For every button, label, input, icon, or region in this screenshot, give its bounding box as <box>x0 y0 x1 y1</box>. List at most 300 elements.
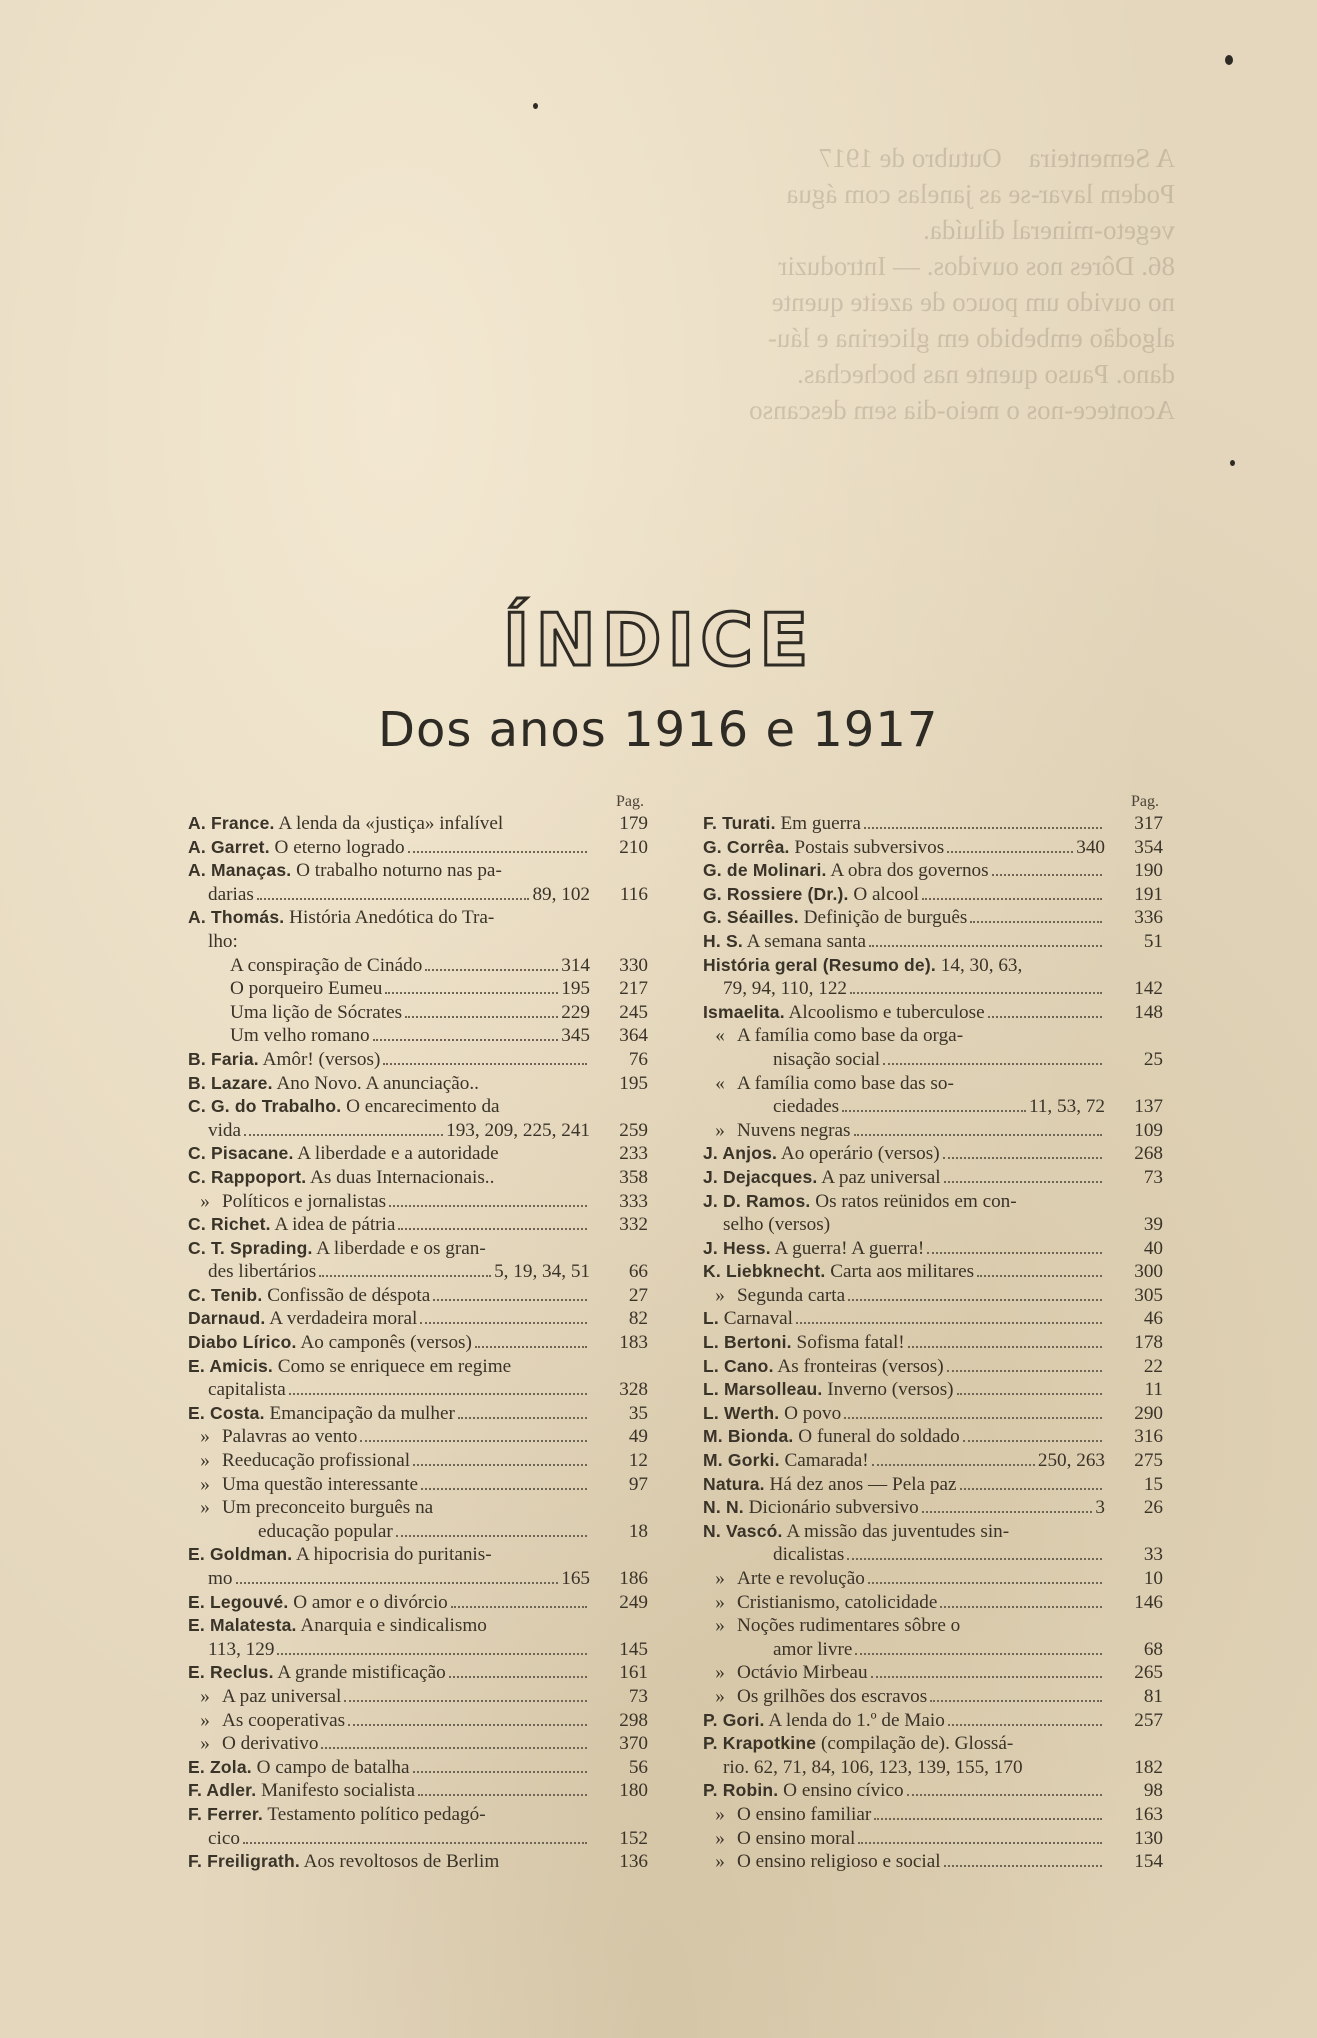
dot-leader <box>413 1464 587 1466</box>
entry-text <box>703 1473 957 1497</box>
entry-title: Anarquia e sindicalismo <box>300 1615 487 1637</box>
entry-page-number: 300 <box>1134 1261 1163 1283</box>
index-entry <box>703 954 1163 978</box>
index-entry <box>703 1473 1163 1497</box>
entry-title: A paz universal <box>222 1685 342 1707</box>
entry-page-number: 290 <box>1134 1402 1163 1424</box>
entry-title: educação popular <box>258 1520 393 1542</box>
dot-leader <box>874 1818 1102 1820</box>
entry-page-number: 40 <box>1143 1237 1163 1259</box>
entry-title: Amôr! (versos) <box>262 1048 381 1070</box>
entry-title: Reeducação profissional <box>222 1450 411 1472</box>
index-entry <box>703 1850 1163 1874</box>
entry-page-number: 98 <box>1143 1780 1163 1802</box>
dot-leader <box>842 1110 1026 1112</box>
index-entry <box>703 1213 1163 1237</box>
entry-page-number: 333 <box>619 1190 648 1212</box>
index-entry <box>188 1142 648 1166</box>
entry-page-number: 370 <box>619 1733 648 1755</box>
entry-author: M. Bionda. <box>703 1426 794 1447</box>
entry-title: A missão das juventudes sin- <box>786 1520 1010 1542</box>
entry-author: A. Manaças. <box>188 860 292 881</box>
dot-leader <box>405 1016 558 1018</box>
dot-leader <box>319 1275 491 1277</box>
entry-issue-pages: 340 <box>1076 836 1105 858</box>
entry-text <box>230 954 422 978</box>
dot-leader <box>451 1606 587 1608</box>
entry-title: A lenda do 1.º de Maio <box>768 1709 945 1731</box>
entry-title: Uma questão interessante <box>222 1473 419 1495</box>
entry-title: nisação social <box>773 1048 881 1070</box>
entry-text <box>703 1072 954 1096</box>
index-entry <box>188 1260 648 1284</box>
ditto-mark: « <box>715 1025 725 1047</box>
entry-page-number: 68 <box>1143 1638 1163 1660</box>
pag-header: Pag. <box>1131 793 1159 810</box>
ditto-mark: » <box>715 1119 725 1141</box>
entry-issue-pages: 193, 209, 225, 241 <box>446 1119 590 1141</box>
index-entry <box>703 1543 1163 1567</box>
index-entry <box>703 1827 1163 1851</box>
entry-text <box>703 1260 974 1284</box>
index-entry <box>188 1095 648 1119</box>
entry-title: O derivativo <box>222 1733 319 1755</box>
entry-author: E. Legouvé. <box>188 1591 289 1612</box>
entry-issue-pages: 229 <box>561 1001 590 1023</box>
entry-text <box>208 1260 316 1284</box>
dot-leader <box>796 1322 1102 1324</box>
entry-author: F. Turati. <box>703 813 776 833</box>
entry-title: O ensino moral <box>737 1827 856 1849</box>
entry-title: Nuvens negras <box>737 1119 851 1141</box>
index-entry <box>703 1803 1163 1827</box>
entry-author: L. Bertoni. <box>703 1332 792 1353</box>
entry-author: História geral (Resumo de). <box>703 954 936 975</box>
entry-title: vida <box>208 1119 242 1141</box>
dot-leader <box>992 874 1102 876</box>
entry-issue-pages: 89, 102 <box>532 883 590 905</box>
index-entry <box>188 1614 648 1638</box>
entry-author: E. Costa. <box>188 1402 265 1423</box>
dot-leader <box>348 1724 587 1726</box>
dot-leader <box>943 1157 1102 1159</box>
dot-leader <box>871 1676 1102 1678</box>
index-entry <box>703 1119 1163 1143</box>
entry-page-number: 73 <box>628 1685 648 1707</box>
entry-title: Políticos e jornalistas <box>222 1190 387 1212</box>
entry-author: N. Vascó. <box>703 1520 783 1541</box>
entry-title: O amor e o divórcio <box>293 1591 448 1613</box>
entry-author: N. N. <box>703 1497 744 1518</box>
entry-title: Carnaval <box>723 1308 794 1330</box>
entry-text <box>188 1190 386 1214</box>
index-entry <box>188 812 648 836</box>
entry-page-number: 336 <box>1134 907 1163 929</box>
entry-page-number: 161 <box>619 1662 648 1684</box>
index-entry <box>703 1355 1163 1379</box>
entry-author: E. Amicis. <box>188 1355 273 1376</box>
entry-page-number: 178 <box>1134 1332 1163 1354</box>
entry-title: O eterno logrado <box>274 836 405 858</box>
entry-title: A família como base da orga- <box>737 1025 964 1047</box>
entry-page-number: 330 <box>619 954 648 976</box>
entry-text <box>703 930 866 954</box>
entry-text <box>703 1496 919 1520</box>
entry-text <box>773 1543 844 1567</box>
entry-page-number: 179 <box>619 813 648 834</box>
page-subtitle: Dos anos 1916 e 1917 <box>378 702 939 758</box>
ditto-mark: » <box>715 1615 725 1637</box>
entry-title: Carta aos militares <box>830 1261 975 1283</box>
entry-author: C. Tenib. <box>188 1284 263 1305</box>
ditto-mark: » <box>200 1733 210 1755</box>
entry-text <box>188 1048 380 1072</box>
entry-author: H. S. <box>703 930 743 951</box>
entry-page-number: 257 <box>1134 1709 1163 1731</box>
entry-title: Os ratos reünidos em con- <box>815 1190 1017 1212</box>
index-entry <box>703 1190 1163 1214</box>
entry-page-number: 217 <box>619 978 648 1000</box>
entry-page-number: 15 <box>1143 1473 1163 1495</box>
entry-text <box>188 1732 318 1756</box>
index-entry <box>188 977 648 1001</box>
entry-author: F. Adler. <box>188 1780 257 1801</box>
entry-title: des libertários <box>208 1261 317 1283</box>
entry-text <box>188 1213 395 1237</box>
entry-title: O ensino familiar <box>737 1803 872 1825</box>
dot-leader <box>927 1252 1102 1254</box>
entry-text <box>188 1543 492 1567</box>
dot-leader <box>421 1488 587 1490</box>
ditto-mark: » <box>200 1685 210 1707</box>
entry-text <box>188 1355 511 1379</box>
entry-title: Noções rudimentares sôbre o <box>737 1615 961 1637</box>
entry-title: A liberdade e os gran- <box>316 1237 486 1259</box>
entry-author: E. Goldman. <box>188 1544 293 1565</box>
entry-author: C. Rappoport. <box>188 1166 307 1187</box>
entry-text <box>188 1095 500 1119</box>
dot-leader <box>922 1511 1093 1513</box>
entry-issue-pages: 250, 263 <box>1037 1450 1105 1472</box>
dot-leader <box>947 1370 1102 1372</box>
entry-title: A obra dos governos <box>830 860 989 882</box>
index-entry <box>188 1520 648 1544</box>
entry-author: C. Richet. <box>188 1214 271 1235</box>
entry-text <box>230 1024 370 1048</box>
dot-leader <box>988 1016 1102 1018</box>
entry-author: G. Séailles. <box>703 907 799 928</box>
index-entry <box>188 1850 648 1874</box>
entry-text <box>703 1402 841 1426</box>
entry-page-number: 233 <box>619 1143 648 1165</box>
index-entry <box>703 1378 1163 1402</box>
entry-text <box>188 1496 433 1520</box>
index-entry <box>188 1827 648 1851</box>
index-entry <box>703 1260 1163 1284</box>
dot-leader <box>344 1700 587 1702</box>
entry-text <box>703 1378 954 1402</box>
entry-text <box>723 1756 1023 1780</box>
entry-author: Darnaud. <box>188 1308 266 1329</box>
index-entry <box>703 1661 1163 1685</box>
entry-page-number: 11 <box>1144 1379 1163 1401</box>
entry-page-number: 316 <box>1134 1426 1163 1448</box>
index-entry <box>188 1803 648 1827</box>
index-entry <box>703 1496 1163 1520</box>
dot-leader <box>963 1440 1102 1442</box>
dot-leader <box>458 1417 587 1419</box>
ditto-mark: » <box>200 1473 210 1495</box>
entry-page-number: 268 <box>1134 1143 1163 1165</box>
index-entry <box>188 1166 648 1190</box>
entry-title: O povo <box>784 1402 842 1424</box>
index-entry <box>188 1496 648 1520</box>
index-entry <box>188 1001 648 1025</box>
index-column-left <box>188 790 648 1874</box>
entry-title: A semana santa <box>746 930 867 952</box>
entry-author: F. Freiligrath. <box>188 1851 300 1872</box>
entry-text <box>188 1284 430 1308</box>
index-entry <box>188 1685 648 1709</box>
entry-title: O encarecimento da <box>346 1096 500 1118</box>
entry-text <box>230 977 382 1001</box>
entry-title: Ao camponês (versos) <box>300 1332 472 1354</box>
entry-author: J. Anjos. <box>703 1143 778 1164</box>
entry-title: A grande mistificação <box>277 1662 446 1684</box>
entry-page-number: 317 <box>1134 813 1163 834</box>
entry-page-number: 116 <box>619 883 648 905</box>
dot-leader <box>420 1322 587 1324</box>
index-entry <box>188 1709 648 1733</box>
entry-page-number: 142 <box>1134 978 1163 1000</box>
index-entry <box>703 1567 1163 1591</box>
entry-title: A liberdade e a autoridade <box>297 1143 499 1165</box>
entry-text <box>208 883 254 907</box>
entry-title: O campo de batalha <box>256 1756 410 1778</box>
entry-text <box>703 1119 851 1143</box>
entry-title: (compilação de). Glossá- <box>820 1733 1014 1755</box>
dot-leader <box>970 921 1102 923</box>
entry-author: B. Faria. <box>188 1048 259 1069</box>
entry-text <box>703 1803 871 1827</box>
dot-leader <box>418 1794 587 1796</box>
dot-leader <box>844 1417 1102 1419</box>
index-entry <box>188 1402 648 1426</box>
index-entry <box>703 1237 1163 1261</box>
ditto-mark: » <box>715 1591 725 1613</box>
ditto-mark: « <box>715 1072 725 1094</box>
dot-leader <box>869 945 1102 947</box>
entry-author: L. Werth. <box>703 1402 780 1423</box>
ditto-mark: » <box>715 1662 725 1684</box>
entry-page-number: 332 <box>619 1214 648 1236</box>
ditto-mark: » <box>715 1827 725 1849</box>
entry-title: A verdadeira moral <box>269 1308 418 1330</box>
dot-leader <box>960 1488 1102 1490</box>
entry-text <box>773 1048 880 1072</box>
index-entry <box>188 1072 648 1096</box>
entry-page-number: 81 <box>1143 1685 1163 1707</box>
entry-page-number: 358 <box>619 1166 648 1188</box>
dot-leader <box>977 1275 1102 1277</box>
dot-leader <box>389 1205 587 1207</box>
index-entry <box>703 930 1163 954</box>
entry-title: 79, 94, 110, 122 <box>723 978 848 1000</box>
ditto-mark: » <box>200 1190 210 1212</box>
index-entry <box>188 1237 648 1261</box>
entry-title: As duas Internacionais.. <box>310 1166 495 1188</box>
dot-leader <box>940 1606 1102 1608</box>
index-entry <box>703 1591 1163 1615</box>
dot-leader <box>449 1676 587 1678</box>
dot-leader <box>383 1063 587 1065</box>
entry-author: G. Rossiere (Dr.). <box>703 883 849 904</box>
dot-leader <box>257 898 530 900</box>
ditto-mark: » <box>715 1284 725 1306</box>
entry-text <box>703 906 967 930</box>
index-entry <box>188 1779 648 1803</box>
index-entry <box>188 1048 648 1072</box>
entry-text <box>703 812 861 836</box>
entry-text <box>703 1024 963 1048</box>
dot-leader <box>868 1582 1102 1584</box>
index-entry <box>703 1756 1163 1780</box>
dot-leader <box>864 827 1102 829</box>
index-entry <box>703 1638 1163 1662</box>
index-entry <box>188 1119 648 1143</box>
entry-title: Ao operário (versos) <box>780 1143 940 1165</box>
index-entry <box>188 1355 648 1379</box>
dot-leader <box>396 1535 587 1537</box>
entry-text <box>723 1213 830 1237</box>
entry-author: L. <box>703 1308 719 1329</box>
entry-author: J. Hess. <box>703 1237 771 1258</box>
dot-leader <box>360 1440 587 1442</box>
entry-title: Confissão de déspota <box>267 1284 431 1306</box>
entry-text <box>188 1779 415 1803</box>
entry-text <box>188 1685 341 1709</box>
entry-title: Arte e revolução <box>737 1568 865 1589</box>
index-entry <box>188 1449 648 1473</box>
entry-author: G. Corrêa. <box>703 836 790 857</box>
entry-title: ciedades <box>773 1096 840 1118</box>
entry-page-number: 109 <box>1134 1119 1163 1141</box>
index-entry <box>188 836 648 860</box>
entry-author: C. G. do Trabalho. <box>188 1096 342 1117</box>
index-entry <box>188 859 648 883</box>
dot-leader <box>277 1653 587 1655</box>
entry-title: Palavras ao vento <box>222 1426 358 1448</box>
entry-text <box>703 1567 865 1591</box>
entry-text <box>188 836 405 860</box>
entry-title: Dicionário subversivo <box>748 1497 919 1519</box>
entry-issue-pages: 5, 19, 34, 51 <box>494 1261 590 1283</box>
entry-text <box>258 1520 393 1544</box>
entry-page-number: 82 <box>628 1308 648 1330</box>
entry-title: Postais subversivos <box>794 836 945 858</box>
entry-title: amor livre <box>773 1638 853 1660</box>
entry-page-number: 145 <box>619 1638 648 1660</box>
index-column-right <box>703 790 1163 1874</box>
entry-text <box>188 1449 410 1473</box>
entry-author: P. Robin. <box>703 1780 779 1801</box>
entry-author: F. Ferrer. <box>188 1803 263 1824</box>
dot-leader <box>425 969 558 971</box>
entry-author: K. Liebknecht. <box>703 1261 826 1282</box>
dot-leader <box>907 1794 1102 1796</box>
entry-text <box>188 1661 446 1685</box>
entry-text <box>188 1591 448 1615</box>
entry-author: E. Zola. <box>188 1756 252 1777</box>
entry-page-number: 195 <box>619 1072 648 1094</box>
entry-title: A família como base das so- <box>737 1072 954 1094</box>
entry-text <box>703 1331 905 1355</box>
entry-text <box>703 1732 1013 1756</box>
index-entry <box>703 1001 1163 1025</box>
entry-page-number: 259 <box>619 1119 648 1141</box>
entry-title: Manifesto socialista <box>261 1780 416 1802</box>
ditto-mark: » <box>200 1709 210 1731</box>
dot-leader <box>244 1134 443 1136</box>
entry-text <box>188 1614 487 1638</box>
index-entry <box>703 1685 1163 1709</box>
entry-page-number: 130 <box>1134 1827 1163 1849</box>
entry-title: selho (versos) <box>723 1214 831 1236</box>
entry-author: Ismaelita. <box>703 1001 785 1022</box>
entry-text <box>703 1614 960 1638</box>
entry-issue-pages: 11, 53, 72 <box>1028 1096 1105 1118</box>
index-entry <box>188 1307 648 1331</box>
entry-page-number: 354 <box>1134 836 1163 858</box>
entry-page-number: 22 <box>1143 1355 1163 1377</box>
entry-page-number: 364 <box>619 1025 648 1047</box>
entry-text <box>703 1449 869 1473</box>
entry-title: Aos revoltosos de Berlim <box>303 1851 500 1873</box>
entry-title: O trabalho noturno nas pa- <box>296 860 502 882</box>
entry-text <box>188 1072 479 1096</box>
entry-page-number: 148 <box>1134 1001 1163 1023</box>
entry-text <box>703 1850 941 1874</box>
entry-list <box>703 812 1163 1874</box>
index-entry <box>188 1284 648 1308</box>
entry-page-number: 10 <box>1143 1568 1163 1589</box>
entry-title: As cooperativas <box>222 1709 346 1731</box>
entry-title: mo <box>208 1568 233 1589</box>
entry-page-number: 18 <box>628 1520 648 1542</box>
ink-speck <box>1230 460 1235 466</box>
entry-author: B. Lazare. <box>188 1072 273 1093</box>
entry-title: Definição de burguês <box>803 907 968 929</box>
entry-title: Octávio Mirbeau <box>737 1662 868 1684</box>
entry-text <box>703 1425 960 1449</box>
entry-text <box>703 1591 937 1615</box>
index-entry <box>703 1142 1163 1166</box>
index-entry <box>188 1425 648 1449</box>
entry-text <box>188 1473 418 1497</box>
entry-title: Inverno (versos) <box>827 1379 954 1401</box>
entry-text <box>188 1850 499 1874</box>
ditto-mark: » <box>715 1568 725 1589</box>
dot-leader <box>858 1842 1102 1844</box>
entry-issue-pages: 165 <box>561 1568 590 1589</box>
entry-text <box>188 1331 472 1355</box>
entry-text <box>703 1142 940 1166</box>
entry-author: L. Cano. <box>703 1355 774 1376</box>
dot-leader <box>848 1299 1102 1301</box>
index-entry <box>188 1331 648 1355</box>
index-entry <box>703 1331 1163 1355</box>
entry-title: A paz universal <box>821 1166 941 1188</box>
